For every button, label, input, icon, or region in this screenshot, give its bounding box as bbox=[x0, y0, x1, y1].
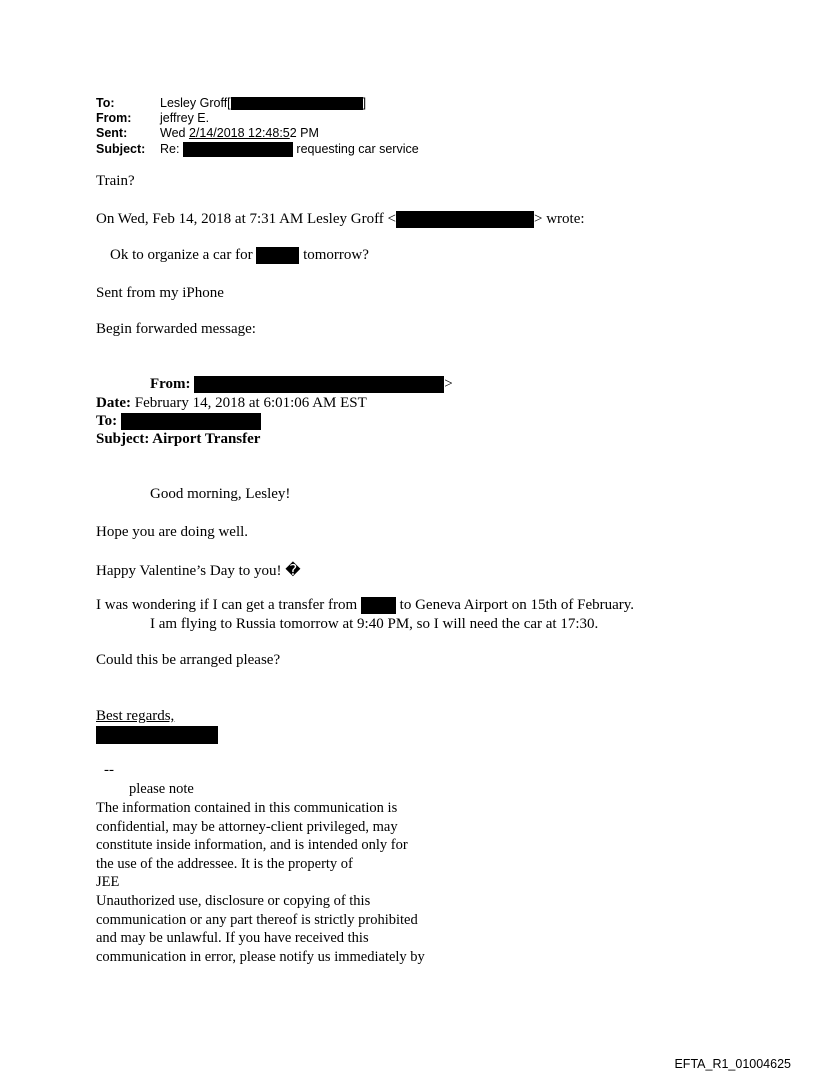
to-close-bracket: ] bbox=[362, 96, 367, 110]
from-label: From: bbox=[96, 111, 132, 125]
disclaimer-line: JEE bbox=[96, 874, 120, 891]
fwd-to-label: To: bbox=[96, 413, 118, 429]
redaction-to-email bbox=[231, 97, 363, 110]
sent-label: Sent: bbox=[96, 126, 128, 140]
quote-intro-prefix: On Wed, Feb 14, 2018 at 7:31 AM Lesley Groff < bbox=[96, 211, 396, 227]
disclaimer-body bbox=[96, 799, 476, 966]
disclaimer-line: the use of the addressee. It is the property of bbox=[96, 855, 353, 872]
fwd-from-row bbox=[150, 376, 453, 393]
fwd-date-label: Date: bbox=[96, 395, 131, 411]
fwd-line-3 bbox=[96, 597, 634, 614]
subject-value bbox=[160, 142, 419, 157]
disclaimer-line: Unauthorized use, disclosure or copying of this bbox=[96, 892, 371, 909]
lesley-message-line bbox=[110, 247, 369, 264]
redaction-fwd-to bbox=[121, 413, 261, 430]
redaction-location bbox=[361, 597, 396, 614]
subject-text: requesting car service bbox=[296, 142, 419, 156]
fwd-from-label: From: bbox=[150, 376, 191, 392]
fwd-line-5: Could this be arranged please? bbox=[96, 652, 281, 668]
document-id: EFTA_R1_01004625 bbox=[674, 1057, 791, 1071]
sent-datetime: 2/14/2018 12:48:5 bbox=[188, 126, 290, 140]
fwd-line-3-prefix: I was wondering if I can get a transfer from bbox=[96, 597, 358, 613]
sent-value bbox=[160, 126, 319, 140]
fwd-line-4: I am flying to Russia tomorrow at 9:40 PM, so I will need the car at 17:30. bbox=[150, 616, 599, 632]
to-row bbox=[0, 96, 816, 112]
subject-prefix: Re: bbox=[160, 142, 180, 156]
fwd-date-value: February 14, 2018 at 6:01:06 AM EST bbox=[134, 395, 367, 411]
sent-row bbox=[0, 126, 816, 142]
fwd-line-2: Happy Valentine’s Day to you! � bbox=[96, 563, 301, 579]
sent-day: Wed bbox=[160, 126, 189, 140]
quote-intro bbox=[96, 211, 585, 228]
fwd-from-close: > bbox=[444, 376, 453, 392]
fwd-greeting: Good morning, Lesley! bbox=[150, 486, 291, 502]
forward-intro: Begin forwarded message: bbox=[96, 321, 256, 337]
to-label: To: bbox=[96, 96, 115, 110]
disclaimer-line: confidential, may be attorney-client privileged, may bbox=[96, 818, 398, 835]
fwd-subject-label: Subject: bbox=[96, 431, 150, 447]
fwd-subject-row bbox=[96, 431, 260, 448]
disclaimer-line: and may be unlawful. If you have received this bbox=[96, 930, 369, 947]
from-value: jeffrey E. bbox=[160, 111, 210, 125]
reply-text: Train? bbox=[96, 173, 135, 189]
disclaimer-line: communication or any part thereof is strictly prohibited bbox=[96, 911, 418, 928]
fwd-line-1: Hope you are doing well. bbox=[96, 524, 249, 540]
redaction-fwd-from bbox=[194, 376, 444, 393]
disclaimer-dashes: -- bbox=[104, 762, 114, 778]
fwd-line-3-suffix: to Geneva Airport on 15th of February. bbox=[399, 597, 635, 613]
to-name: Lesley Groff[ bbox=[160, 96, 231, 110]
to-value bbox=[160, 96, 366, 110]
quote-intro-suffix: > wrote: bbox=[534, 211, 585, 227]
disclaimer-line: communication in error, please notify us immediately by bbox=[96, 948, 425, 965]
lesley-line-prefix: Ok to organize a car for bbox=[110, 247, 253, 263]
sent-ampm: 2 PM bbox=[289, 126, 319, 140]
disclaimer-line: constitute inside information, and is intended only for bbox=[96, 837, 408, 854]
iphone-signature: Sent from my iPhone bbox=[96, 285, 224, 301]
disclaimer-line: The information contained in this communication is bbox=[96, 800, 398, 816]
disclaimer-please-note: please note bbox=[129, 781, 194, 797]
redaction-signature bbox=[96, 726, 218, 744]
subject-label: Subject: bbox=[96, 142, 146, 156]
redaction-subject bbox=[183, 142, 293, 157]
fwd-subject-value: Airport Transfer bbox=[152, 431, 261, 447]
lesley-line-suffix: tomorrow? bbox=[303, 247, 369, 263]
subject-row bbox=[0, 142, 816, 158]
from-row bbox=[0, 111, 816, 127]
fwd-to-row bbox=[96, 413, 261, 430]
fwd-closing: Best regards, bbox=[96, 708, 175, 724]
fwd-date-row bbox=[96, 395, 367, 412]
redaction-name bbox=[256, 247, 299, 264]
redaction-quote-email bbox=[396, 211, 534, 228]
